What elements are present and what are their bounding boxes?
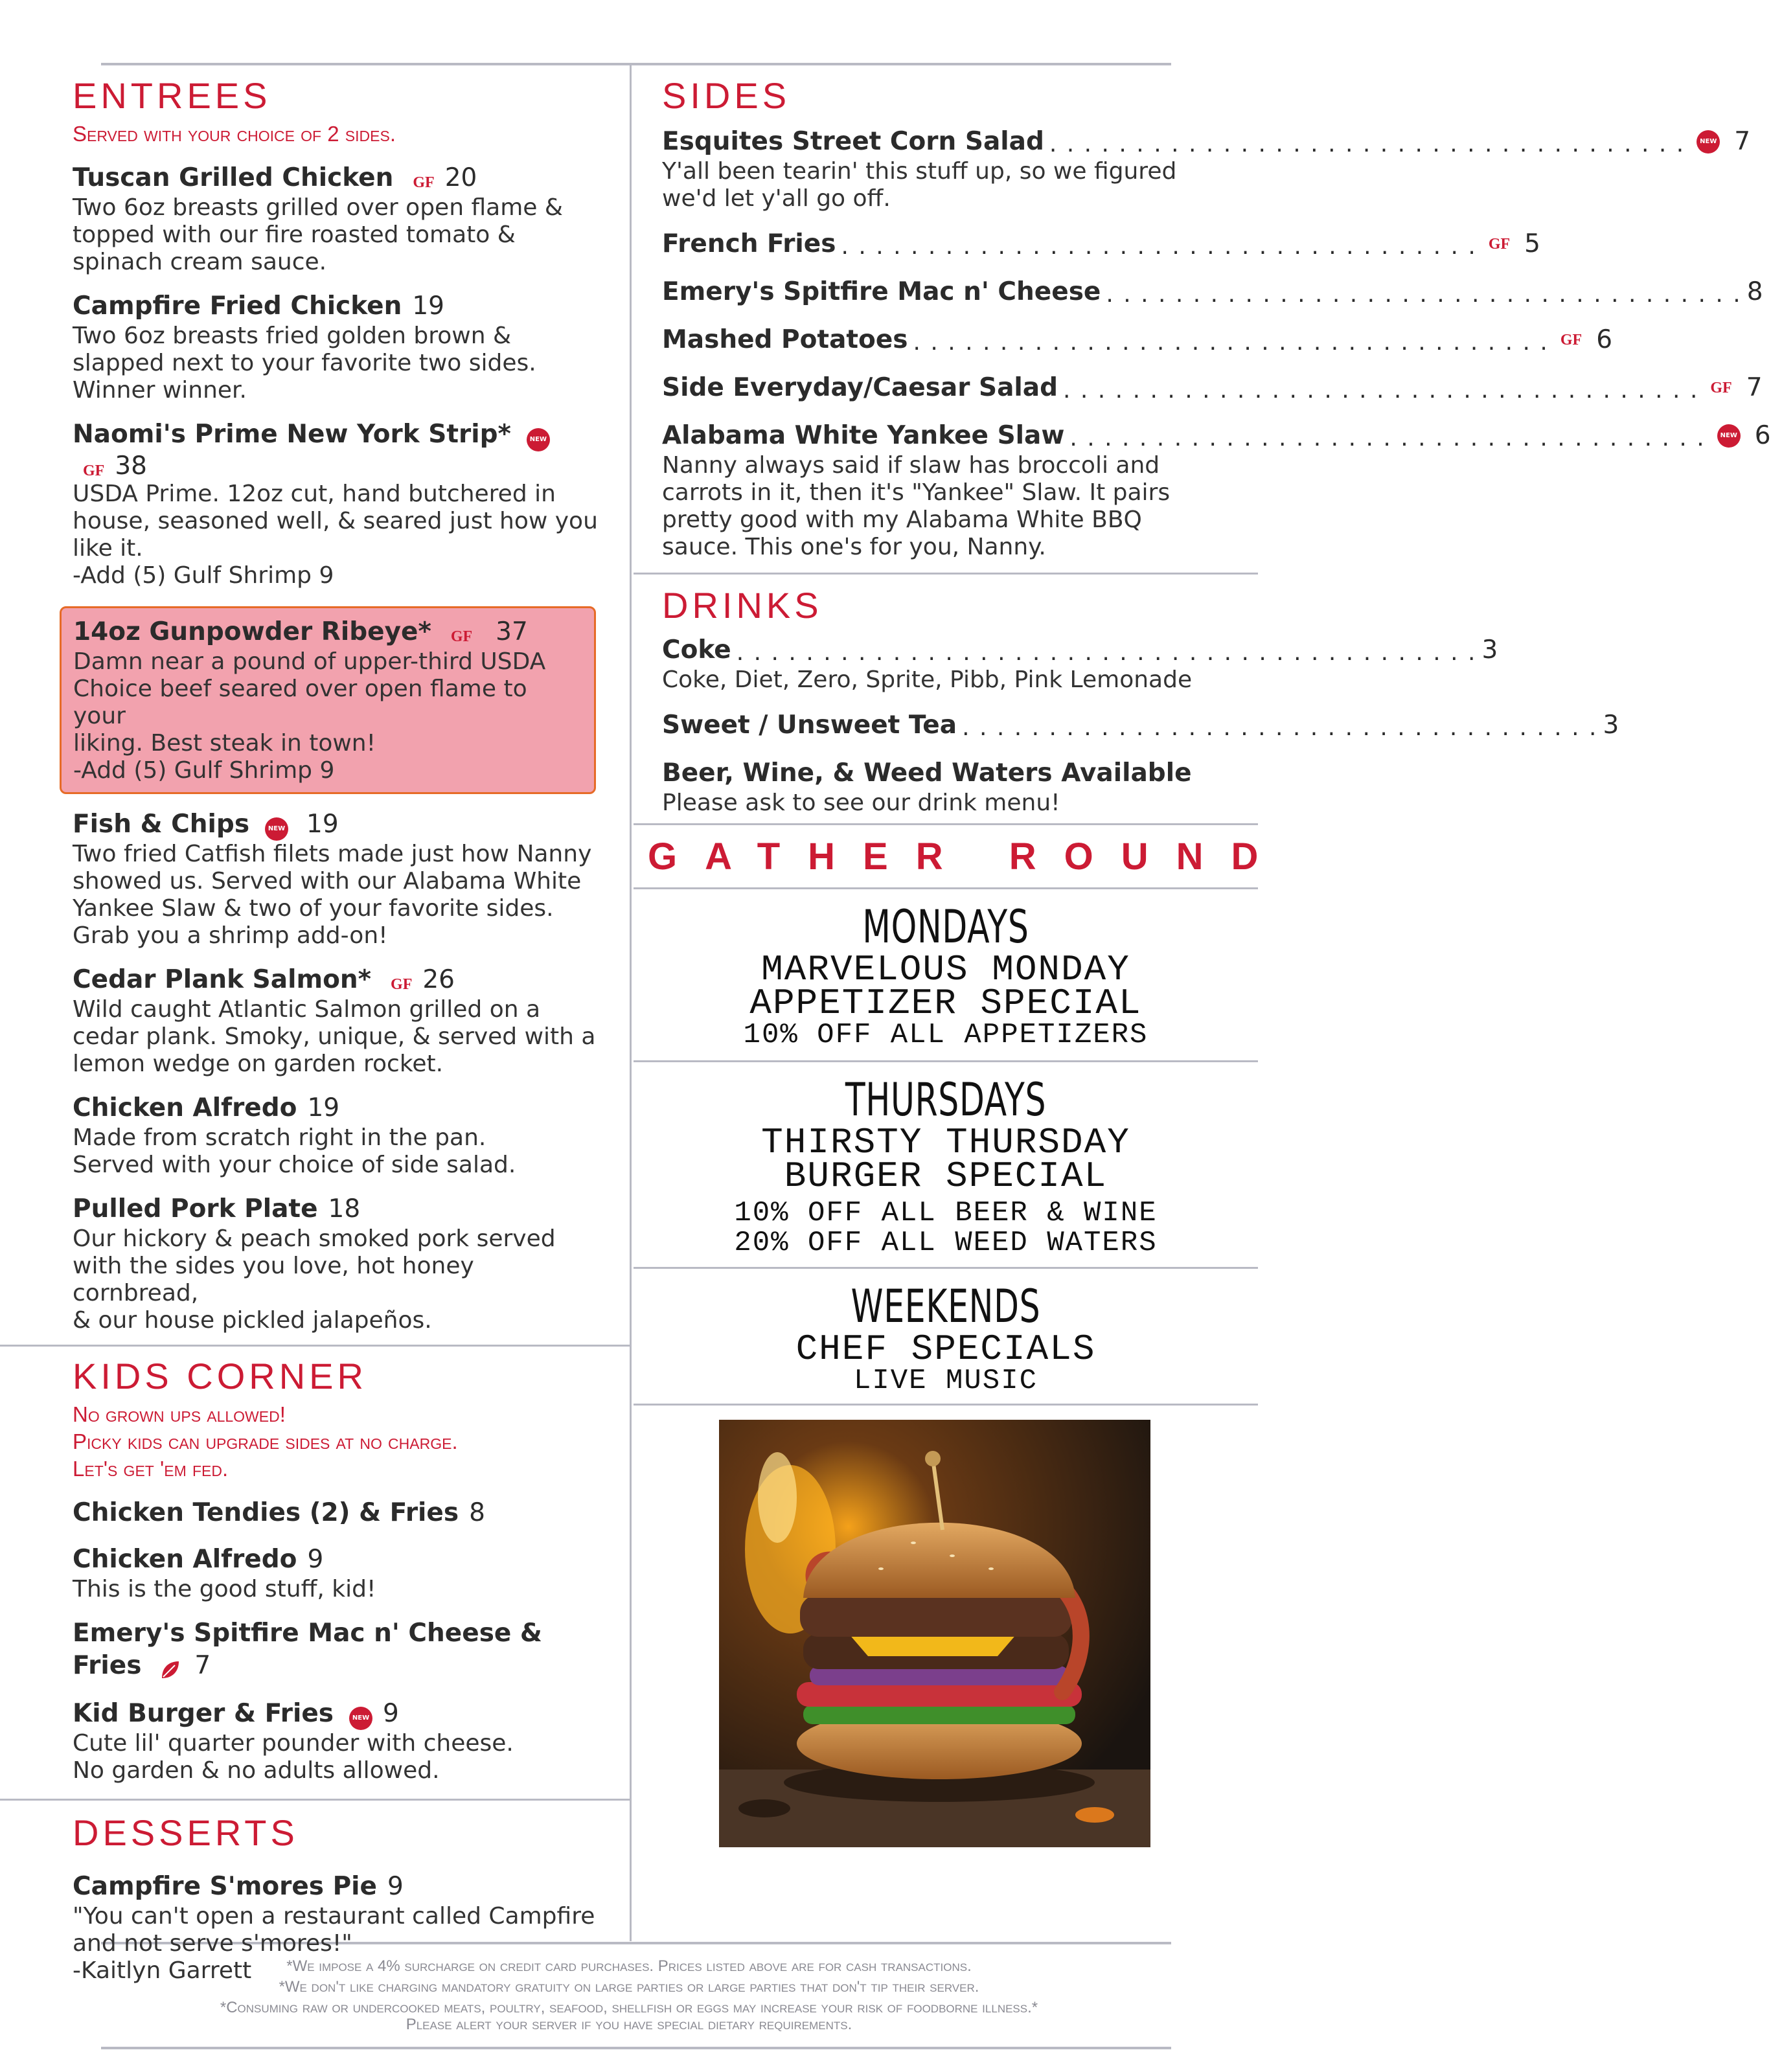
item-desc-line: -Add (5) Gulf Shrimp 9: [73, 562, 334, 589]
item-desc-line: and not serve s'mores!": [73, 1930, 352, 1957]
item-name: French Fries: [662, 229, 836, 258]
gluten-free-tag: GF: [1710, 380, 1732, 396]
item-name: Campfire Fried Chicken: [73, 291, 402, 321]
featured-item-box: [60, 606, 596, 794]
item-name: Esquites Street Corn Salad: [662, 127, 1044, 156]
footer-rule: [101, 2047, 1171, 2049]
special-weekends: [634, 1269, 1258, 1404]
item-desc-line: with the sides you love, hot honey cornbread,: [73, 1253, 474, 1306]
menu-item: [634, 372, 1763, 404]
special-headline: THIRSTY THURSDAY: [761, 1122, 1130, 1163]
item-desc-line: pretty good with my Alabama White BBQ: [662, 507, 1142, 533]
gluten-free-tag: GF: [1560, 332, 1582, 348]
dot-leader: . . . . . . . . . . . . . . . . . . . . . . . . . . . . . . . . . . . . .: [962, 714, 1598, 741]
item-name: Coke: [662, 635, 731, 665]
gluten-free-tag: GF: [413, 174, 435, 191]
menu-item: [634, 709, 1619, 742]
footer-line: *Consuming raw or undercooked meats, poultry, seafood, shellfish or eggs may increase your risk of foodborne illness.*: [220, 1999, 1038, 2016]
item-desc-line: lemon wedge on garden rocket.: [73, 1051, 444, 1077]
item-price: 8: [1746, 277, 1763, 306]
item-name: Emery's Spitfire Mac n' Cheese & Fries: [73, 1619, 542, 1680]
new-badge-icon: NEW: [527, 428, 550, 451]
menu-item: [634, 420, 1771, 561]
item-desc-line: & our house pickled jalapeños.: [73, 1307, 432, 1334]
item-name: Alabama White Yankee Slaw: [662, 421, 1065, 450]
item-desc-line: Grab you a shrimp add-on!: [73, 922, 388, 949]
item-desc-line: No garden & no adults allowed.: [73, 1757, 440, 1784]
menu-item: [0, 1092, 630, 1179]
item-name: Naomi's Prime New York Strip*: [73, 420, 511, 449]
item-desc-line: showed us. Served with our Alabama White: [73, 868, 582, 894]
item-desc-line: USDA Prime. 12oz cut, hand butchered in: [73, 480, 556, 507]
menu-item: [0, 1497, 630, 1529]
section-divider: [634, 1060, 1258, 1062]
special-headline: APPETIZER SPECIAL: [749, 983, 1142, 1024]
item-desc-line: liking. Best steak in town!: [73, 729, 376, 757]
menu-item: [634, 228, 1540, 260]
item-price: 3: [1481, 635, 1498, 665]
item-desc-line: "You can't open a restaurant called Campfire: [73, 1903, 595, 1930]
footer-line: *We impose a 4% surcharge on credit card purchases. Prices listed above are for cash transactions.: [286, 1957, 972, 1975]
section-divider: [634, 573, 1258, 575]
special-headline: CHEF SPECIALS: [795, 1328, 1096, 1370]
item-price: 18: [328, 1194, 361, 1224]
footer-line: *We don't like charging mandatory gratuity on large parties or large parties that don't tip their server.: [279, 1978, 979, 1996]
item-desc-line: Cute lil' quarter pounder with cheese.: [73, 1730, 514, 1757]
item-desc-line: Please ask to see our drink menu!: [662, 790, 1060, 816]
item-name: Kid Burger & Fries: [73, 1698, 334, 1728]
kids-title: KIDS CORNER: [73, 1356, 367, 1396]
item-name: Chicken Tendies (2) & Fries: [73, 1498, 459, 1527]
item-name: Side Everyday/Caesar Salad: [662, 373, 1058, 402]
item-name: 14oz Gunpowder Ribeye*: [73, 617, 431, 646]
item-price: 9: [307, 1545, 324, 1574]
item-name: Beer, Wine, & Weed Waters Available: [662, 758, 1192, 788]
menu-item: [634, 276, 1763, 308]
gluten-free-tag: GF: [1488, 236, 1511, 253]
item-desc-line: Yankee Slaw & two of your favorite sides.: [73, 895, 554, 922]
item-name: Pulled Pork Plate: [73, 1194, 318, 1224]
dot-leader: . . . . . . . . . . . . . . . . . . . . . . . . . . . . . . . . . . . . .: [1063, 377, 1699, 404]
kids-subtitle-line: Let's get 'em fed.: [73, 1457, 229, 1481]
item-desc-line: Two 6oz breasts grilled over open flame &: [73, 194, 563, 221]
footer-disclaimer: [26, 1956, 1232, 2035]
item-desc-line: carrots in it, then it's "Yankee" Slaw. It pairs: [662, 479, 1171, 506]
special-mondays: [634, 889, 1258, 1060]
dot-leader: . . . . . . . . . . . . . . . . . . . . . . . . . . . . . . . . . . . . . . . . . . .: [736, 639, 1477, 666]
left-column: [0, 63, 630, 1985]
item-desc-line: cedar plank. Smoky, unique, & served with a: [73, 1023, 596, 1050]
section-divider: [0, 1345, 630, 1347]
item-price: 38: [115, 451, 147, 481]
item-price: 26: [422, 965, 455, 994]
item-desc-line: Damn near a pound of upper-third USDA: [73, 648, 546, 675]
item-desc-line: Choice beef seared over open flame to your: [73, 675, 527, 729]
menu-item: [0, 808, 630, 950]
item-desc-line: This is the good stuff, kid!: [73, 1576, 376, 1602]
item-desc-line: -Add (5) Gulf Shrimp 9: [73, 757, 335, 784]
item-desc-line: Made from scratch right in the pan.: [73, 1124, 486, 1151]
item-name: Cedar Plank Salmon*: [73, 965, 372, 994]
dot-leader: . . . . . . . . . . . . . . . . . . . . . . . . . . . . . . . . . . . . .: [1049, 131, 1685, 157]
desserts-title: DESSERTS: [73, 1812, 299, 1853]
menu-item: [0, 1698, 630, 1785]
new-badge-icon: NEW: [349, 1707, 372, 1730]
footer-line: Please alert your server if you have special dietary requirements.: [406, 2016, 852, 2033]
menu-item: [634, 126, 1751, 212]
gluten-free-tag: GF: [83, 462, 105, 479]
drinks-title: DRINKS: [662, 585, 823, 626]
burger-photo: [719, 1420, 1150, 1847]
section-divider: [634, 1267, 1258, 1269]
section-divider: [634, 887, 1258, 889]
menu-item: [634, 757, 1258, 817]
item-desc-line: spinach cream sauce.: [73, 249, 327, 275]
item-name: Emery's Spitfire Mac n' Cheese: [662, 277, 1101, 306]
item-price: 5: [1524, 229, 1540, 258]
item-name: Fish & Chips: [73, 809, 250, 839]
item-desc-line: house, seasoned well, & seared just how you: [73, 507, 598, 534]
dot-leader: . . . . . . . . . . . . . . . . . . . . . . . . . . . . . . . . . . . . .: [1106, 281, 1742, 308]
special-day: THURSDAYS: [845, 1073, 1047, 1126]
item-desc-line: Our hickory & peach smoked pork served: [73, 1225, 556, 1252]
dot-leader: . . . . . . . . . . . . . . . . . . . . . . . . . . . . . . . . . . . . .: [913, 329, 1549, 356]
special-detail: 10% OFF ALL APPETIZERS: [743, 1019, 1148, 1051]
item-price: 7: [1734, 127, 1751, 156]
item-desc-line: Two 6oz breasts fried golden brown &: [73, 323, 512, 349]
sides-title: SIDES: [662, 75, 791, 116]
item-price: 20: [444, 163, 477, 192]
menu-item: [0, 418, 630, 589]
item-price: 19: [306, 809, 339, 839]
menu-item: [634, 324, 1613, 356]
special-detail: LIVE MUSIC: [853, 1365, 1038, 1397]
center-divider: [630, 63, 632, 1941]
section-divider: [634, 823, 1258, 825]
special-headline: BURGER SPECIAL: [784, 1156, 1108, 1197]
item-price: 19: [412, 291, 444, 321]
menu-item: [0, 964, 630, 1078]
item-price: 19: [307, 1093, 340, 1122]
item-price: 6: [1596, 325, 1613, 354]
special-thursdays: [634, 1062, 1258, 1267]
gluten-free-tag: GF: [450, 628, 473, 645]
item-price: 7: [1746, 373, 1763, 402]
item-price: 9: [387, 1872, 404, 1901]
kids-subtitle-line: No grown ups allowed!: [73, 1402, 286, 1426]
entrees-title: ENTREES: [73, 75, 271, 116]
item-desc-line: we'd let y'all go off.: [662, 185, 891, 212]
item-desc-line: Nanny always said if slaw has broccoli and: [662, 452, 1160, 479]
special-detail: 10% OFF ALL BEER & WINE: [734, 1197, 1158, 1229]
item-desc-line: Winner winner.: [73, 377, 247, 404]
menu-item: [634, 634, 1498, 694]
item-desc-line: Two fried Catfish filets made just how Nanny: [73, 841, 592, 867]
item-price: 37: [496, 617, 528, 646]
menu-item: [0, 290, 630, 404]
menu-item: [0, 1193, 630, 1334]
item-name: Campfire S'mores Pie: [73, 1872, 377, 1901]
new-badge-icon: NEW: [1697, 130, 1720, 154]
item-name: Chicken Alfredo: [73, 1093, 297, 1122]
dot-leader: . . . . . . . . . . . . . . . . . . . . . . . . . . . . . . . . . . . . .: [1069, 425, 1706, 451]
item-name: Mashed Potatoes: [662, 325, 908, 354]
gather-round-title: GATHER ROUND: [648, 836, 1286, 878]
kids-subtitle-line: Picky kids can upgrade sides at no charge.: [73, 1429, 458, 1453]
item-price: 8: [469, 1498, 485, 1527]
special-day: WEEKENDS: [851, 1280, 1041, 1333]
menu-item: [0, 1617, 630, 1683]
item-desc-line: Y'all been tearin' this stuff up, so we figured: [662, 158, 1177, 185]
special-day: MONDAYS: [862, 900, 1029, 953]
item-desc-line: sauce. This one's for you, Nanny.: [662, 534, 1046, 560]
item-desc-line: Coke, Diet, Zero, Sprite, Pibb, Pink Lemonade: [662, 666, 1193, 693]
item-desc-line: Served with your choice of side salad.: [73, 1152, 516, 1178]
item-price: 9: [383, 1698, 399, 1728]
menu-item: [0, 1543, 630, 1603]
item-price: 6: [1754, 421, 1771, 450]
new-badge-icon: NEW: [1717, 424, 1741, 448]
item-name: Tuscan Grilled Chicken: [73, 163, 394, 192]
special-detail: 20% OFF ALL WEED WATERS: [734, 1227, 1158, 1259]
section-divider: [0, 1799, 630, 1801]
entrees-subtitle: Served with your choice of 2 sides.: [73, 122, 396, 146]
item-name: Sweet / Unsweet Tea: [662, 711, 957, 740]
item-desc-line: -Kaitlyn Garrett: [73, 1957, 252, 1984]
item-price: 7: [194, 1651, 211, 1680]
item-desc-line: topped with our fire roasted tomato &: [73, 222, 516, 248]
menu-item: [0, 162, 630, 276]
leaf-icon: [159, 1659, 181, 1683]
new-badge-icon: NEW: [265, 817, 288, 841]
item-price: 3: [1603, 711, 1619, 740]
section-divider: [634, 1404, 1258, 1406]
item-name: Chicken Alfredo: [73, 1545, 297, 1574]
item-desc-line: like it.: [73, 534, 143, 562]
item-desc-line: Wild caught Atlantic Salmon grilled on a: [73, 996, 541, 1023]
gluten-free-tag: GF: [391, 976, 413, 993]
dot-leader: . . . . . . . . . . . . . . . . . . . . . . . . . . . . . . . . . . . . .: [841, 233, 1477, 260]
special-headline: MARVELOUS MONDAY: [761, 949, 1130, 990]
right-column: [634, 63, 1771, 1847]
item-desc-line: slapped next to your favorite two sides.: [73, 350, 536, 376]
